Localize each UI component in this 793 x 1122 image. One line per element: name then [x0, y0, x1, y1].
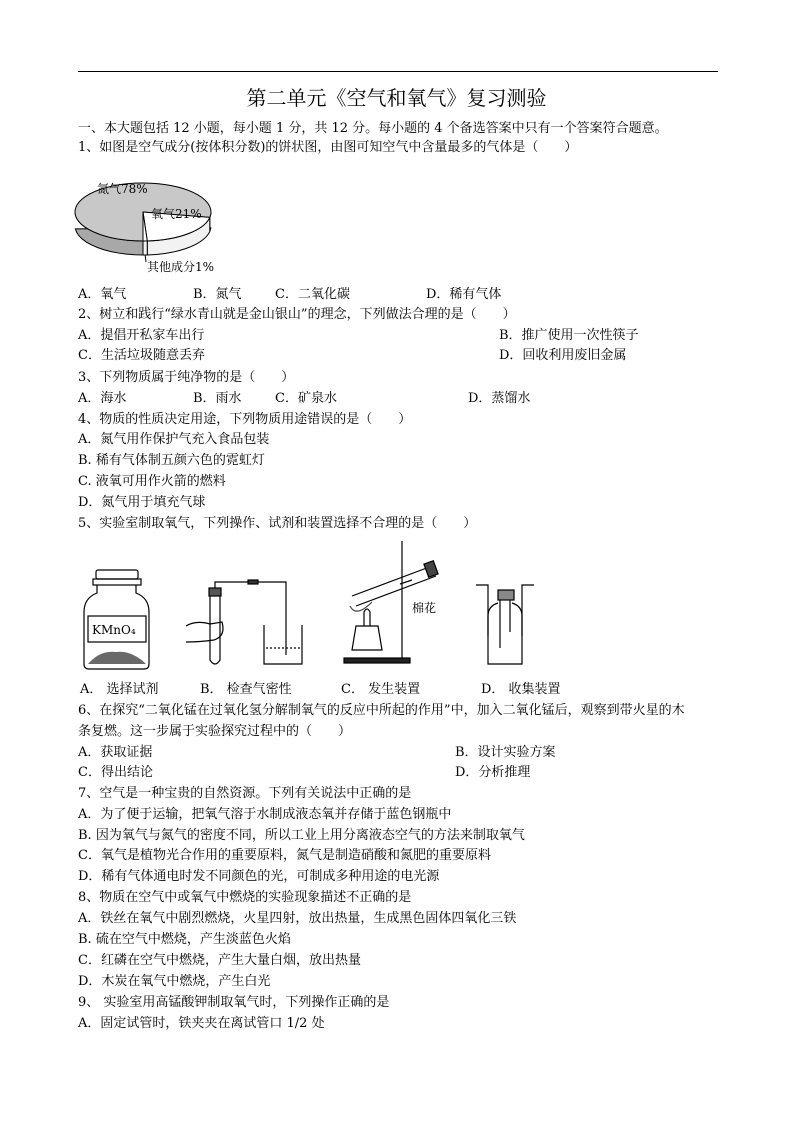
cotton-label: 棉花 — [412, 601, 437, 615]
question-2-stem: 2、树立和践行“绿水青山就是金山银山”的理念，下列做法合理的是（ ） — [78, 307, 516, 322]
pie-label-oxygen: 氧气21% — [151, 207, 202, 221]
q8-option-d: D．木炭在氧气中燃烧，产生白光 — [78, 974, 271, 989]
question-9-stem: 9、 实验室用高锰酸钾制取氧气时，下列操作正确的是 — [78, 995, 390, 1010]
q2-option-c: C．生活垃圾随意丢弃 — [78, 348, 205, 363]
q7-option-d: D．稀有气体通电时发不同颜色的光，可制成多种用途的电光源 — [78, 869, 440, 884]
q5-option-d: D． 收集装置 — [481, 682, 561, 697]
question-8-stem: 8、物质在空气中或氧气中燃烧的实验现象描述不正确的是 — [78, 890, 412, 905]
pie-side-2 — [143, 241, 147, 255]
q7-option-a: A．为了便于运输，把氧气溶于水制成液态氧并存储于蓝色钢瓶中 — [78, 807, 452, 822]
q1-option-d: D．稀有气体 — [426, 287, 502, 302]
q2-option-a: A．提倡开私家车出行 — [78, 328, 205, 343]
q1-option-c: C．二氧化碳 — [275, 287, 350, 302]
air-composition-pie-chart — [70, 166, 230, 281]
q5-option-c: C． 发生装置 — [341, 682, 421, 697]
q6-option-d: D．分析推理 — [455, 765, 531, 780]
q5-option-a: A． 选择试剂 — [80, 682, 159, 697]
pie-label-nitrogen: 氮气78% — [97, 182, 148, 196]
kmno4-reagent-bottle — [84, 570, 149, 669]
q7-option-c: C．氧气是植物光合作用的重要原料，氮气是制造硝酸和氮肥的重要原料 — [78, 848, 491, 863]
pie-label-other: 其他成分1% — [147, 260, 215, 274]
question-1-stem: 1、如图是空气成分(按体积分数)的饼状图，由图可知空气中含量最多的气体是（ ） — [78, 140, 578, 155]
q8-option-a: A．铁丝在氧气中剧烈燃烧，火星四射，放出热量，生成黑色固体四氧化三铁 — [78, 911, 517, 926]
airtightness-check-setup — [186, 580, 302, 664]
lab-apparatus-figure — [78, 536, 558, 676]
q4-option-c: C. 液氧可用作火箭的燃料 — [78, 474, 226, 489]
q6-option-b: B．设计实验方案 — [455, 745, 556, 760]
q3-option-c: C．矿泉水 — [275, 391, 337, 406]
q1-option-b: B．氮气 — [193, 287, 242, 302]
q5-option-b: B． 检查气密性 — [200, 682, 292, 697]
question-3-stem: 3、下列物质属于纯净物的是（ ） — [78, 370, 295, 385]
q7-option-b: B. 因为氧气与氮气的密度不同，所以工业上用分离液态空气的方法来制取氧气 — [78, 828, 525, 843]
header-rule — [78, 71, 718, 72]
q6-option-a: A．获取证据 — [78, 745, 153, 760]
q3-option-a: A．海水 — [78, 391, 127, 406]
q9-option-a: A．固定试管时，铁夹夹在离试管口 1/2 处 — [78, 1016, 325, 1031]
q6-option-c: C．得出结论 — [78, 765, 153, 780]
q8-option-c: C．红磷在空气中燃烧，产生大量白烟，放出热量 — [78, 953, 361, 968]
section-instructions: 一、本大题包括 12 小题，每小题 1 分，共 12 分。每小题的 4 个备选答案中只有一个答案符合题意。 — [78, 121, 668, 136]
question-6-stem-line-2: 条复燃。这一步属于实验探究过程中的（ ） — [78, 724, 352, 739]
gas-collection-bottle — [476, 585, 534, 664]
q3-option-b: B．雨水 — [193, 391, 242, 406]
question-7-stem: 7、空气是一种宝贵的自然资源。下列有关说法中正确的是 — [78, 786, 412, 801]
q4-option-d: D．氮气用于填充气球 — [78, 495, 206, 510]
q2-option-b: B．推广使用一次性筷子 — [499, 328, 639, 343]
q8-option-b: B. 硫在空气中燃烧，产生淡蓝色火焰 — [78, 932, 291, 947]
q1-option-a: A．氧气 — [78, 287, 127, 302]
gas-generation-apparatus — [344, 541, 438, 663]
q4-option-b: B. 稀有气体制五颜六色的霓虹灯 — [78, 453, 265, 468]
page-title: 第二单元《空气和氧气》复习测验 — [246, 86, 547, 110]
q2-option-d: D．回收利用废旧金属 — [499, 348, 627, 363]
question-6-stem-line-1: 6、在探究“二氧化锰在过氧化氢分解制氧气的反应中所起的作用”中，加入二氧化锰后，观察到带火星的木 — [78, 703, 685, 718]
question-5-stem: 5、实验室制取氧气，下列操作、试剂和装置选择不合理的是（ ） — [78, 516, 477, 531]
question-4-stem: 4、物质的性质决定用途，下列物质用途错误的是（ ） — [78, 412, 412, 427]
pie-leader-line — [145, 255, 146, 262]
q3-option-d: D．蒸馏水 — [468, 391, 531, 406]
kmno4-label: KMnO₄ — [92, 623, 136, 637]
q4-option-a: A．氮气用作保护气充入食品包装 — [78, 432, 270, 447]
